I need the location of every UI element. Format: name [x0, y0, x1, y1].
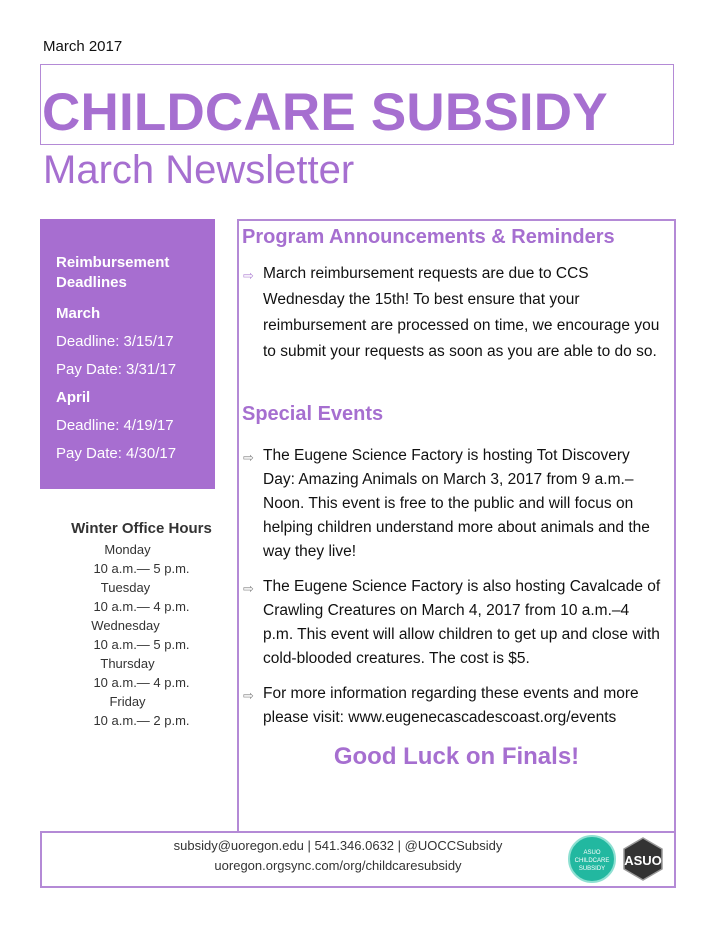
- closing-message: Good Luck on Finals!: [333, 743, 580, 770]
- month-april: April: [56, 389, 91, 406]
- newsletter-subtitle: March Newsletter: [43, 148, 355, 192]
- announcement-text: March reimbursement requests are due to CCS Wednesday the 15th! To best ensure that your reimbursement are processed on time, we encourage you to submit your requests as soon as you are able to do so.: [263, 265, 660, 360]
- deadlines-heading-line1: Reimbursement: [56, 254, 170, 271]
- deadlines-heading-line2: Deadlines: [56, 274, 127, 291]
- office-time: 10 a.m.— 2 p.m.: [93, 713, 190, 728]
- office-day: Thursday: [100, 656, 155, 671]
- event-text: The Eugene Science Factory is also hosting Cavalcade of Crawling Creatures on March 4, 2017 from 10 a.m.–4 p.m. This event will allow children to get up and close with cold-blooded creatures. The cost is $5.: [263, 578, 661, 667]
- office-time: 10 a.m.— 4 p.m.: [93, 599, 190, 614]
- announcement-item: [243, 261, 663, 365]
- asuo-childcare-subsidy-logo: ASUO CHILDCARE SUBSIDY: [568, 835, 616, 883]
- event-text: For more information regarding these events and more please visit: www.eugenecascadescoast.org/events: [263, 685, 639, 726]
- announcements-heading: Program Announcements & Reminders: [242, 226, 615, 248]
- newsletter-title: CHILDCARE SUBSIDY: [42, 83, 608, 142]
- april-deadline: Deadline: 4/19/17: [56, 417, 174, 434]
- event-item: [243, 682, 663, 730]
- asuo-logo-text: ASUO: [624, 853, 662, 868]
- march-deadline: Deadline: 3/15/17: [56, 333, 174, 350]
- office-day: Wednesday: [91, 618, 160, 633]
- arrow-right-icon: ⇨: [243, 581, 254, 596]
- arrow-right-icon: ⇨: [243, 268, 254, 283]
- event-item: [243, 444, 663, 564]
- office-time: 10 a.m.— 4 p.m.: [93, 675, 190, 690]
- issue-date: March 2017: [43, 38, 123, 55]
- website-url: uoregon.orgsync.com/org/childcaresubsidy: [214, 858, 462, 873]
- reimbursement-deadlines-panel: [40, 219, 215, 489]
- event-item: [243, 575, 663, 671]
- arrow-right-icon: ⇨: [243, 450, 254, 465]
- special-events-heading: Special Events: [242, 403, 384, 425]
- office-time: 10 a.m.— 5 p.m.: [93, 561, 190, 576]
- office-time: 10 a.m.— 5 p.m.: [93, 637, 190, 652]
- office-day: Friday: [109, 694, 146, 709]
- contact-info: subsidy@uoregon.edu | 541.346.0632 | @UOCCSubsidy: [173, 838, 503, 853]
- office-day: Monday: [104, 542, 151, 557]
- office-hours: [40, 520, 215, 730]
- march-pay-date: Pay Date: 3/31/17: [56, 361, 177, 378]
- office-hours-title: Winter Office Hours: [71, 520, 212, 537]
- office-day: Tuesday: [100, 580, 151, 595]
- arrow-right-icon: ⇨: [243, 688, 254, 703]
- month-march: March: [56, 305, 101, 322]
- event-text: The Eugene Science Factory is hosting Tot Discovery Day: Amazing Animals on March 3, 2017 from 9 a.m.–Noon. This event is free to the public and will focus on helping children understand more about animals and the way they live!: [263, 447, 650, 560]
- april-pay-date: Pay Date: 4/30/17: [56, 445, 177, 462]
